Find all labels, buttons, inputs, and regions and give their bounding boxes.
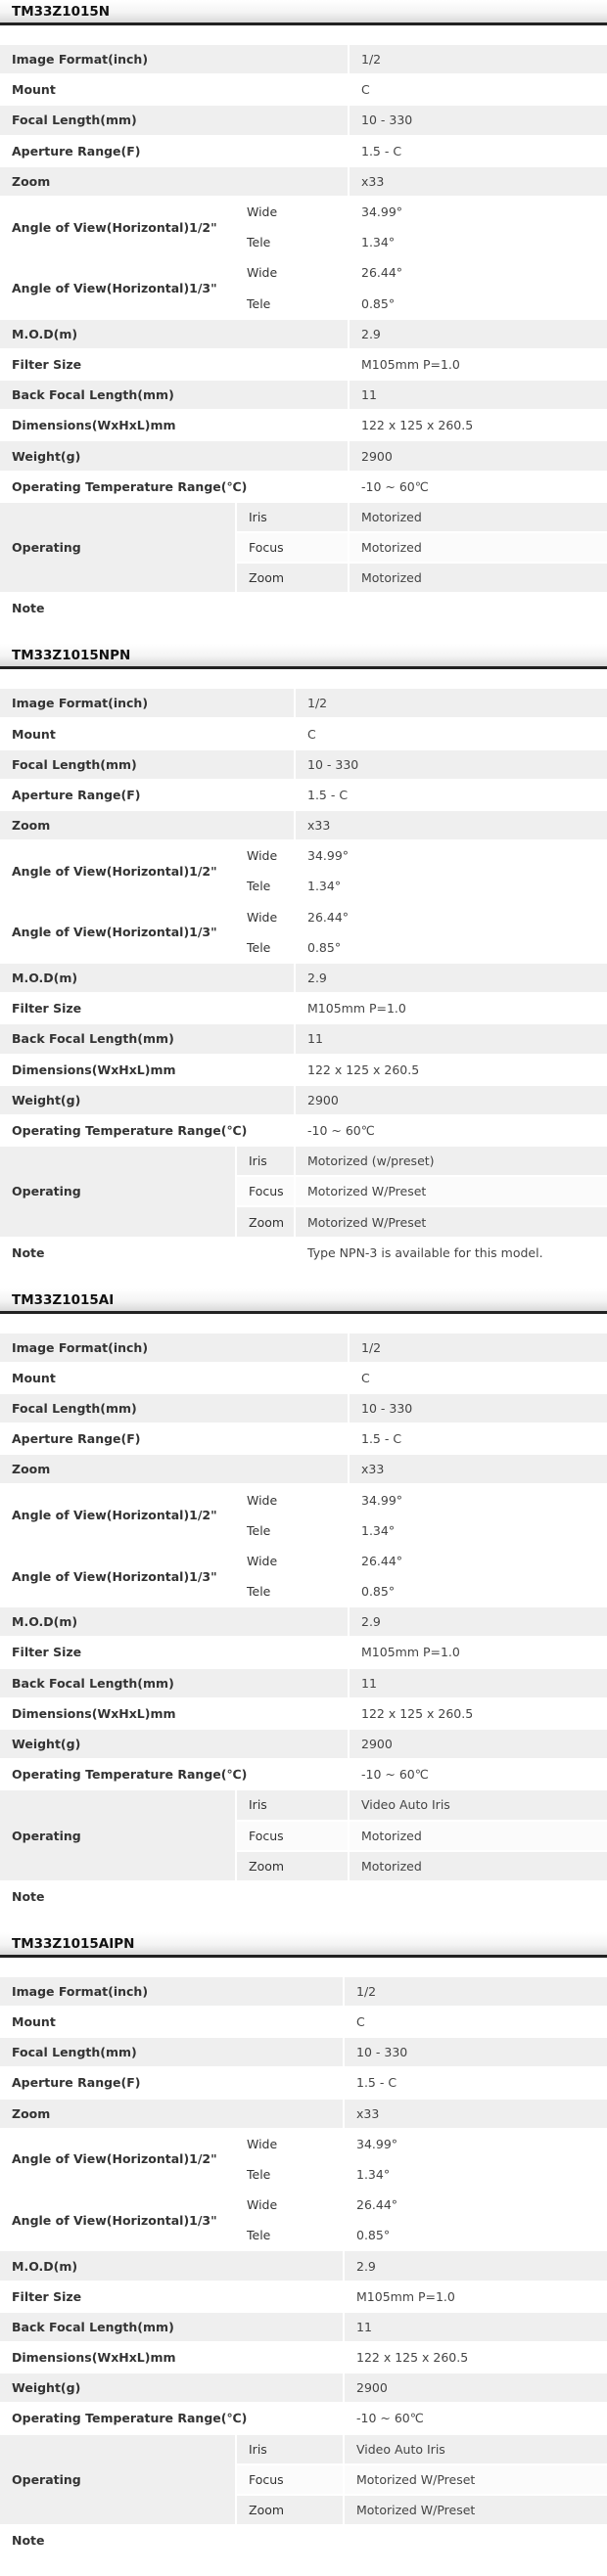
spec-label: Back Focal Length(mm) <box>0 1669 348 1699</box>
spec-table <box>0 689 607 1269</box>
spec-label: Back Focal Length(mm) <box>0 1024 294 1055</box>
spec-value: Motorized <box>348 1852 607 1882</box>
spec-value: 0.85° <box>348 1577 607 1607</box>
spec-row-mount <box>0 2008 607 2038</box>
spec-label: Operating Temperature Range(℃) <box>0 473 348 503</box>
spec-value: 1.34° <box>294 872 607 902</box>
spec-label: Weight(g) <box>0 1086 294 1116</box>
spec-label: M.O.D(m) <box>0 320 348 350</box>
spec-row-weight <box>0 441 607 472</box>
spec-value: Motorized (w/preset) <box>294 1147 607 1177</box>
spec-sublabel: Tele <box>235 228 348 258</box>
spec-sublabel: Iris <box>235 503 348 533</box>
spec-row-image-format <box>0 45 607 75</box>
spec-row-aov-half-wide <box>0 198 607 228</box>
spec-label: Focal Length(mm) <box>0 2038 343 2068</box>
spec-value: 1/2 <box>348 45 607 75</box>
spec-label: Mount <box>0 2008 343 2038</box>
spec-value: Motorized W/Preset <box>343 2496 607 2526</box>
spec-value <box>343 2526 607 2556</box>
spec-row-note <box>0 1239 607 1269</box>
spec-row-back-focal <box>0 381 607 411</box>
spec-label: M.O.D(m) <box>0 964 294 994</box>
spec-label: Angle of View(Horizontal)1/2" <box>0 841 235 902</box>
spec-sublabel: Tele <box>235 872 294 902</box>
spec-value: 1.5 - C <box>294 781 607 811</box>
spec-row-focal-length <box>0 1394 607 1424</box>
spec-value: 1.34° <box>343 2160 607 2191</box>
spec-value: Motorized <box>348 564 607 594</box>
spec-row-filter <box>0 1638 607 1668</box>
spec-row-mount <box>0 1364 607 1394</box>
spec-label: Operating <box>0 503 235 595</box>
model-title: TM33Z1015NPN <box>0 644 607 669</box>
spec-value: 0.85° <box>348 290 607 320</box>
spec-label: Dimensions(WxHxL)mm <box>0 411 348 441</box>
spec-label: Angle of View(Horizontal)1/3" <box>0 1547 235 1607</box>
spec-label: M.O.D(m) <box>0 2251 343 2282</box>
spec-value: -10 ~ 60℃ <box>294 1116 607 1147</box>
spec-row-focal-length <box>0 2038 607 2068</box>
spec-row-note <box>0 1882 607 1913</box>
spec-value: -10 ~ 60℃ <box>348 473 607 503</box>
spec-row-dimensions <box>0 2343 607 2373</box>
spec-row-mod <box>0 964 607 994</box>
spec-row-aov-half-wide <box>0 841 607 872</box>
spec-row-image-format <box>0 689 607 719</box>
spec-row-operating-iris <box>0 1147 607 1177</box>
spec-label: Angle of View(Horizontal)1/3" <box>0 2191 235 2251</box>
spec-value: 1.34° <box>348 228 607 258</box>
spec-value: 10 - 330 <box>294 750 607 781</box>
spec-label: Note <box>0 594 348 624</box>
spec-value: 2900 <box>343 2373 607 2404</box>
spec-value: 1.5 - C <box>343 2068 607 2099</box>
spec-row-dimensions <box>0 411 607 441</box>
spec-row-aperture <box>0 781 607 811</box>
spec-value: 0.85° <box>294 933 607 964</box>
spec-label: Operating Temperature Range(℃) <box>0 1116 294 1147</box>
spec-row-dimensions <box>0 1699 607 1730</box>
spec-label: Filter Size <box>0 2282 343 2313</box>
spec-sublabel: Tele <box>235 933 294 964</box>
spec-value: C <box>348 1364 607 1394</box>
spec-row-weight <box>0 2373 607 2404</box>
spec-label: Image Format(inch) <box>0 45 348 75</box>
spec-label: Angle of View(Horizontal)1/2" <box>0 1485 235 1546</box>
spec-row-back-focal <box>0 1669 607 1699</box>
spec-label: Filter Size <box>0 994 294 1024</box>
spec-row-weight <box>0 1730 607 1760</box>
spec-row-mod <box>0 320 607 350</box>
spec-label: Weight(g) <box>0 441 348 472</box>
spec-row-aperture <box>0 2068 607 2099</box>
spec-sublabel: Tele <box>235 290 348 320</box>
spec-label: Dimensions(WxHxL)mm <box>0 1699 348 1730</box>
spec-label: Image Format(inch) <box>0 1977 343 2008</box>
spec-label: Image Format(inch) <box>0 689 294 719</box>
spec-row-zoom <box>0 811 607 841</box>
spec-label: Operating <box>0 1147 235 1239</box>
spec-value: x33 <box>294 811 607 841</box>
model-section <box>0 1932 607 2576</box>
spec-value: 122 x 125 x 260.5 <box>294 1056 607 1086</box>
spec-label: Back Focal Length(mm) <box>0 381 348 411</box>
spec-label: Zoom <box>0 167 348 198</box>
model-section <box>0 0 607 644</box>
spec-label: Operating Temperature Range(℃) <box>0 1760 348 1790</box>
spec-label: Angle of View(Horizontal)1/3" <box>0 258 235 319</box>
spec-value: Motorized <box>348 503 607 533</box>
spec-value: Motorized W/Preset <box>294 1177 607 1207</box>
spec-label: Mount <box>0 1364 348 1394</box>
spec-value: 11 <box>343 2313 607 2343</box>
model-title: TM33Z1015AI <box>0 1288 607 1314</box>
spec-label: Angle of View(Horizontal)1/3" <box>0 903 235 964</box>
spec-value: 10 - 330 <box>343 2038 607 2068</box>
spec-row-image-format <box>0 1333 607 1364</box>
spec-row-filter <box>0 994 607 1024</box>
spec-value: 1/2 <box>348 1333 607 1364</box>
spec-sublabel: Focus <box>235 533 348 564</box>
spec-sublabel: Wide <box>235 2191 343 2221</box>
spec-label: Focal Length(mm) <box>0 750 294 781</box>
spec-row-aperture <box>0 1424 607 1455</box>
spec-table <box>0 1977 607 2557</box>
spec-row-aperture <box>0 137 607 167</box>
spec-value: Motorized W/Preset <box>294 1207 607 1238</box>
spec-value: 122 x 125 x 260.5 <box>348 1699 607 1730</box>
spec-label: Angle of View(Horizontal)1/2" <box>0 2130 235 2191</box>
spec-value: 10 - 330 <box>348 106 607 136</box>
spec-row-op-temp <box>0 1116 607 1147</box>
spec-value: 2.9 <box>348 1607 607 1638</box>
spec-row-aov-third-wide <box>0 903 607 933</box>
spec-label: Mount <box>0 719 294 749</box>
spec-label: Zoom <box>0 1455 348 1485</box>
spec-row-aov-third-wide <box>0 258 607 289</box>
spec-value: C <box>343 2008 607 2038</box>
spec-value: 34.99° <box>343 2130 607 2160</box>
spec-row-filter <box>0 2282 607 2313</box>
spec-sublabel: Zoom <box>235 2496 343 2526</box>
spec-sublabel: Iris <box>235 2435 343 2465</box>
spec-row-op-temp <box>0 1760 607 1790</box>
model-title: TM33Z1015AIPN <box>0 1932 607 1958</box>
spec-row-filter <box>0 350 607 381</box>
spec-value: 26.44° <box>348 1547 607 1577</box>
spec-row-image-format <box>0 1977 607 2008</box>
spec-value <box>348 594 607 624</box>
spec-sublabel: Zoom <box>235 564 348 594</box>
spec-value: 0.85° <box>343 2221 607 2251</box>
spec-value: x33 <box>343 2100 607 2130</box>
spec-label: Aperture Range(F) <box>0 1424 348 1455</box>
spec-sublabel: Wide <box>235 841 294 872</box>
spec-label: Zoom <box>0 811 294 841</box>
spec-row-focal-length <box>0 750 607 781</box>
spec-label: Mount <box>0 75 348 106</box>
spec-value: M105mm P=1.0 <box>343 2282 607 2313</box>
spec-sublabel: Tele <box>235 2160 343 2191</box>
spec-value: 10 - 330 <box>348 1394 607 1424</box>
model-title: TM33Z1015N <box>0 0 607 25</box>
spec-label: Aperture Range(F) <box>0 2068 343 2099</box>
spec-value: M105mm P=1.0 <box>294 994 607 1024</box>
spec-row-operating-iris <box>0 2435 607 2465</box>
spec-row-mod <box>0 2251 607 2282</box>
spec-row-note <box>0 2526 607 2556</box>
spec-value: 122 x 125 x 260.5 <box>348 411 607 441</box>
spec-row-operating-iris <box>0 1790 607 1821</box>
spec-row-aov-half-wide <box>0 1485 607 1515</box>
spec-label: Zoom <box>0 2100 343 2130</box>
spec-value: 11 <box>294 1024 607 1055</box>
spec-value: 11 <box>348 1669 607 1699</box>
spec-value: 2.9 <box>294 964 607 994</box>
spec-table <box>0 1333 607 1914</box>
spec-label: Image Format(inch) <box>0 1333 348 1364</box>
spec-value: 2900 <box>294 1086 607 1116</box>
spec-row-focal-length <box>0 106 607 136</box>
model-section <box>0 644 607 1288</box>
spec-value: Video Auto Iris <box>348 1790 607 1821</box>
spec-label: Note <box>0 1239 294 1269</box>
spec-sublabel: Wide <box>235 258 348 289</box>
spec-value: 1.34° <box>348 1516 607 1547</box>
spec-value: 2.9 <box>348 320 607 350</box>
spec-row-operating-iris <box>0 503 607 533</box>
spec-label: Dimensions(WxHxL)mm <box>0 1056 294 1086</box>
spec-row-aov-third-wide <box>0 1547 607 1577</box>
spec-value: 122 x 125 x 260.5 <box>343 2343 607 2373</box>
spec-value: 1.5 - C <box>348 1424 607 1455</box>
spec-sublabel: Wide <box>235 2130 343 2160</box>
spec-row-weight <box>0 1086 607 1116</box>
spec-label: Angle of View(Horizontal)1/2" <box>0 198 235 258</box>
spec-value: M105mm P=1.0 <box>348 1638 607 1668</box>
spec-label: Filter Size <box>0 350 348 381</box>
spec-label: Note <box>0 2526 343 2556</box>
spec-value: 11 <box>348 381 607 411</box>
spec-row-note <box>0 594 607 624</box>
spec-value: 2900 <box>348 441 607 472</box>
spec-sublabel: Zoom <box>235 1207 294 1238</box>
spec-label: Operating <box>0 1790 235 1882</box>
spec-value: 26.44° <box>343 2191 607 2221</box>
spec-row-mod <box>0 1607 607 1638</box>
spec-value: Motorized <box>348 533 607 564</box>
spec-label: Note <box>0 1882 348 1913</box>
spec-label: Operating Temperature Range(℃) <box>0 2404 343 2434</box>
spec-label: Weight(g) <box>0 1730 348 1760</box>
spec-label: Weight(g) <box>0 2373 343 2404</box>
spec-row-back-focal <box>0 1024 607 1055</box>
spec-value: x33 <box>348 1455 607 1485</box>
spec-row-back-focal <box>0 2313 607 2343</box>
spec-value: 2900 <box>348 1730 607 1760</box>
spec-value: 1.5 - C <box>348 137 607 167</box>
spec-row-mount <box>0 75 607 106</box>
spec-label: Aperture Range(F) <box>0 137 348 167</box>
spec-value: 1/2 <box>294 689 607 719</box>
spec-row-zoom <box>0 167 607 198</box>
spec-label: Focal Length(mm) <box>0 106 348 136</box>
spec-row-mount <box>0 719 607 749</box>
spec-label: M.O.D(m) <box>0 1607 348 1638</box>
spec-value: 34.99° <box>348 1485 607 1515</box>
spec-sublabel: Zoom <box>235 1852 348 1882</box>
spec-value: Type NPN-3 is available for this model. <box>294 1239 607 1269</box>
spec-sublabel: Focus <box>235 2465 343 2496</box>
spec-value <box>348 1882 607 1913</box>
spec-value: 26.44° <box>348 258 607 289</box>
spec-table <box>0 45 607 625</box>
spec-sublabel: Iris <box>235 1790 348 1821</box>
spec-sublabel: Focus <box>235 1822 348 1852</box>
spec-label: Operating <box>0 2435 235 2527</box>
spec-value: 34.99° <box>294 841 607 872</box>
spec-label: Aperture Range(F) <box>0 781 294 811</box>
spec-sublabel: Tele <box>235 1516 348 1547</box>
spec-label: Focal Length(mm) <box>0 1394 348 1424</box>
spec-value: 26.44° <box>294 903 607 933</box>
spec-row-zoom <box>0 2100 607 2130</box>
spec-row-aov-third-wide <box>0 2191 607 2221</box>
spec-row-zoom <box>0 1455 607 1485</box>
model-section <box>0 1288 607 1932</box>
spec-sublabel: Iris <box>235 1147 294 1177</box>
spec-value: C <box>294 719 607 749</box>
spec-value: Motorized <box>348 1822 607 1852</box>
spec-row-aov-half-wide <box>0 2130 607 2160</box>
spec-value: M105mm P=1.0 <box>348 350 607 381</box>
spec-value: Motorized W/Preset <box>343 2465 607 2496</box>
spec-sublabel: Wide <box>235 1547 348 1577</box>
spec-sublabel: Tele <box>235 1577 348 1607</box>
spec-sublabel: Wide <box>235 1485 348 1515</box>
spec-value: 1/2 <box>343 1977 607 2008</box>
spec-sublabel: Wide <box>235 903 294 933</box>
spec-value: -10 ~ 60℃ <box>343 2404 607 2434</box>
spec-value: -10 ~ 60℃ <box>348 1760 607 1790</box>
spec-sublabel: Focus <box>235 1177 294 1207</box>
spec-value: C <box>348 75 607 106</box>
spec-row-dimensions <box>0 1056 607 1086</box>
spec-row-op-temp <box>0 473 607 503</box>
spec-value: 34.99° <box>348 198 607 228</box>
spec-label: Dimensions(WxHxL)mm <box>0 2343 343 2373</box>
spec-row-op-temp <box>0 2404 607 2434</box>
spec-sublabel: Wide <box>235 198 348 228</box>
spec-label: Back Focal Length(mm) <box>0 2313 343 2343</box>
spec-sublabel: Tele <box>235 2221 343 2251</box>
spec-value: Video Auto Iris <box>343 2435 607 2465</box>
spec-value: 2.9 <box>343 2251 607 2282</box>
spec-value: x33 <box>348 167 607 198</box>
spec-label: Filter Size <box>0 1638 348 1668</box>
